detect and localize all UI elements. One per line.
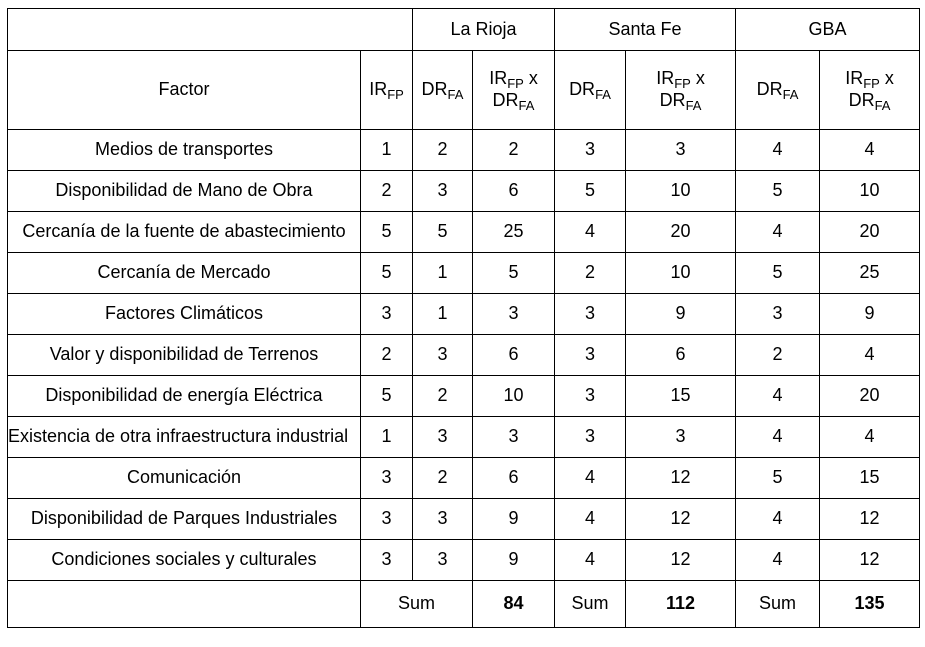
la-rioja-dr-cell: 2 (413, 458, 473, 499)
ir-fp-cell: 3 (361, 458, 413, 499)
santa-fe-product-cell: 12 (626, 540, 736, 581)
header-dr-main: DR (569, 79, 596, 100)
header-santa-fe-product (626, 51, 736, 130)
header-times: x (690, 68, 705, 89)
la-rioja-dr-cell: 3 (413, 540, 473, 581)
header-ir-fp (361, 51, 413, 130)
santa-fe-dr-cell: 2 (555, 253, 626, 294)
table-row (8, 417, 920, 458)
gba-product-cell: 12 (820, 499, 920, 540)
header-dr-sub: FA (518, 98, 535, 113)
santa-fe-product-cell: 12 (626, 458, 736, 499)
gba-product-cell: 15 (820, 458, 920, 499)
header-times: x (523, 68, 538, 89)
gba-dr-cell: 5 (736, 253, 820, 294)
region-santa-fe: Santa Fe (555, 9, 736, 51)
santa-fe-dr-cell: 4 (555, 458, 626, 499)
ir-fp-cell: 3 (361, 294, 413, 335)
santa-fe-product-cell: 3 (626, 130, 736, 171)
sum-row (8, 581, 920, 628)
gba-dr-cell: 4 (736, 540, 820, 581)
gba-product-cell: 4 (820, 335, 920, 376)
empty-corner-cell (8, 9, 413, 51)
la-rioja-product-cell: 6 (473, 335, 555, 376)
santa-fe-product-cell: 15 (626, 376, 736, 417)
header-dr-main: DR (659, 90, 686, 110)
sum-value-santa-fe: 112 (626, 581, 736, 628)
la-rioja-product-cell: 9 (473, 540, 555, 581)
factor-cell: Cercanía de la fuente de abastecimiento (8, 212, 361, 253)
factor-cell: Cercanía de Mercado (8, 253, 361, 294)
gba-dr-cell: 5 (736, 171, 820, 212)
gba-product-cell: 4 (820, 130, 920, 171)
sum-value-la-rioja: 84 (473, 581, 555, 628)
santa-fe-dr-cell: 3 (555, 417, 626, 458)
ir-fp-cell: 3 (361, 499, 413, 540)
santa-fe-dr-cell: 4 (555, 540, 626, 581)
gba-dr-cell: 3 (736, 294, 820, 335)
table-row (8, 499, 920, 540)
table-row (8, 253, 920, 294)
header-la-rioja-product (473, 51, 555, 130)
factor-cell: Disponibilidad de Parques Industriales (8, 499, 361, 540)
table-row (8, 376, 920, 417)
header-dr-main: DR (756, 79, 783, 100)
ir-fp-cell: 3 (361, 540, 413, 581)
ir-fp-cell: 5 (361, 212, 413, 253)
header-santa-fe-dr (555, 51, 626, 130)
header-dr-sub: FA (447, 87, 464, 103)
header-dr-sub: FA (685, 98, 702, 113)
la-rioja-product-cell: 25 (473, 212, 555, 253)
gba-product-cell: 20 (820, 212, 920, 253)
la-rioja-dr-cell: 5 (413, 212, 473, 253)
gba-dr-cell: 4 (736, 417, 820, 458)
ir-fp-cell: 5 (361, 376, 413, 417)
santa-fe-dr-cell: 3 (555, 335, 626, 376)
factor-cell: Valor y disponibilidad de Terrenos (8, 335, 361, 376)
table-row (8, 540, 920, 581)
gba-dr-cell: 5 (736, 458, 820, 499)
sum-label-la-rioja: Sum (361, 581, 473, 628)
santa-fe-product-cell: 12 (626, 499, 736, 540)
la-rioja-product-cell: 9 (473, 499, 555, 540)
factor-rating-table (7, 8, 920, 628)
header-gba-dr (736, 51, 820, 130)
la-rioja-product-cell: 3 (473, 294, 555, 335)
header-ir-main: IR (656, 68, 675, 89)
santa-fe-dr-cell: 4 (555, 212, 626, 253)
sum-value-gba: 135 (820, 581, 920, 628)
factor-cell: Comunicación (8, 458, 361, 499)
header-dr-sub: FA (782, 87, 799, 103)
region-la-rioja: La Rioja (413, 9, 555, 51)
gba-dr-cell: 4 (736, 376, 820, 417)
la-rioja-product-cell: 6 (473, 171, 555, 212)
header-dr-sub: FA (874, 98, 891, 113)
factor-cell: Existencia de otra infraestructura industrial (8, 417, 361, 458)
santa-fe-product-cell: 20 (626, 212, 736, 253)
header-ir-main: IR (489, 68, 508, 89)
santa-fe-dr-cell: 5 (555, 171, 626, 212)
santa-fe-product-cell: 9 (626, 294, 736, 335)
header-factor: Factor (8, 51, 361, 130)
ir-fp-cell: 2 (361, 171, 413, 212)
santa-fe-product-cell: 6 (626, 335, 736, 376)
santa-fe-product-cell: 3 (626, 417, 736, 458)
gba-dr-cell: 4 (736, 499, 820, 540)
la-rioja-dr-cell: 3 (413, 499, 473, 540)
la-rioja-product-cell: 3 (473, 417, 555, 458)
gba-product-cell: 9 (820, 294, 920, 335)
table-row (8, 171, 920, 212)
table-row (8, 130, 920, 171)
gba-dr-cell: 4 (736, 130, 820, 171)
santa-fe-product-cell: 10 (626, 171, 736, 212)
sum-label-gba: Sum (736, 581, 820, 628)
column-header-row (8, 51, 920, 130)
region-gba: GBA (736, 9, 920, 51)
la-rioja-dr-cell: 3 (413, 417, 473, 458)
header-la-rioja-dr (413, 51, 473, 130)
santa-fe-dr-cell: 4 (555, 499, 626, 540)
sum-label-santa-fe: Sum (555, 581, 626, 628)
header-ir-sub: FP (507, 76, 524, 92)
la-rioja-product-cell: 5 (473, 253, 555, 294)
header-dr-sub: FA (595, 87, 611, 103)
table-row (8, 212, 920, 253)
region-header-row (8, 9, 920, 51)
header-ir-main: IR (369, 79, 388, 100)
gba-dr-cell: 2 (736, 335, 820, 376)
gba-product-cell: 25 (820, 253, 920, 294)
header-ir-sub: FP (387, 87, 404, 103)
sum-blank-cell (8, 581, 361, 628)
header-dr-main: DR (848, 90, 875, 110)
la-rioja-product-cell: 10 (473, 376, 555, 417)
gba-product-cell: 20 (820, 376, 920, 417)
table-row (8, 335, 920, 376)
header-ir-sub: FP (863, 76, 880, 92)
factor-cell: Disponibilidad de energía Eléctrica (8, 376, 361, 417)
la-rioja-dr-cell: 1 (413, 253, 473, 294)
factor-cell: Medios de transportes (8, 130, 361, 171)
table-row (8, 294, 920, 335)
header-gba-product (820, 51, 920, 130)
santa-fe-dr-cell: 3 (555, 294, 626, 335)
gba-product-cell: 12 (820, 540, 920, 581)
la-rioja-product-cell: 2 (473, 130, 555, 171)
la-rioja-dr-cell: 2 (413, 130, 473, 171)
factor-cell: Factores Climáticos (8, 294, 361, 335)
table-body (8, 9, 920, 628)
factor-cell: Condiciones sociales y culturales (8, 540, 361, 581)
gba-product-cell: 4 (820, 417, 920, 458)
la-rioja-dr-cell: 3 (413, 335, 473, 376)
ir-fp-cell: 2 (361, 335, 413, 376)
gba-product-cell: 10 (820, 171, 920, 212)
santa-fe-dr-cell: 3 (555, 376, 626, 417)
gba-dr-cell: 4 (736, 212, 820, 253)
header-dr-main: DR (492, 90, 519, 110)
header-dr-main: DR (421, 79, 448, 100)
header-ir-main: IR (845, 68, 864, 89)
table-row (8, 458, 920, 499)
la-rioja-product-cell: 6 (473, 458, 555, 499)
santa-fe-dr-cell: 3 (555, 130, 626, 171)
la-rioja-dr-cell: 1 (413, 294, 473, 335)
la-rioja-dr-cell: 2 (413, 376, 473, 417)
la-rioja-dr-cell: 3 (413, 171, 473, 212)
ir-fp-cell: 1 (361, 417, 413, 458)
header-ir-sub: FP (674, 76, 691, 92)
santa-fe-product-cell: 10 (626, 253, 736, 294)
ir-fp-cell: 1 (361, 130, 413, 171)
factor-cell: Disponibilidad de Mano de Obra (8, 171, 361, 212)
header-times: x (879, 68, 894, 89)
ir-fp-cell: 5 (361, 253, 413, 294)
